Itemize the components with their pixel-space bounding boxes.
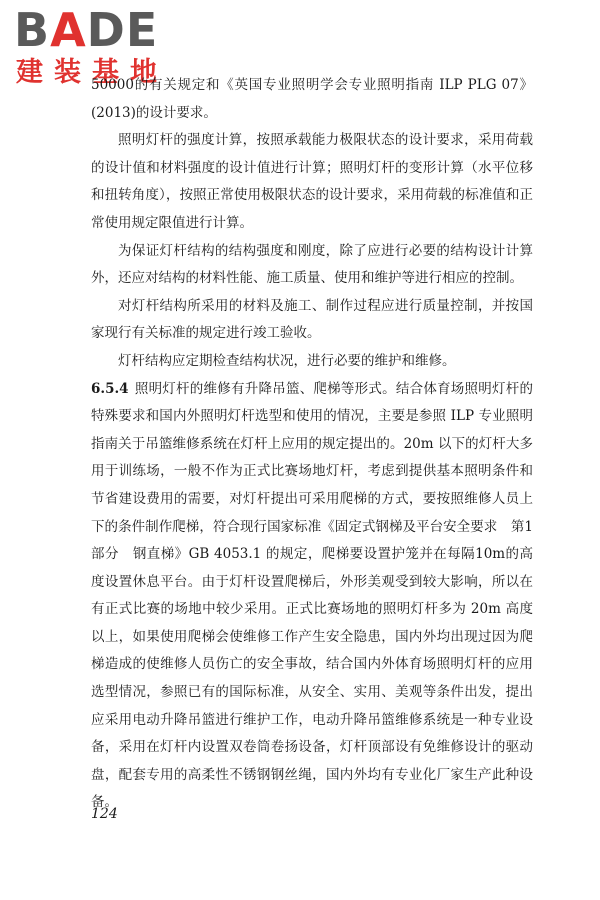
section-paragraph: [91, 376, 533, 818]
paragraph: 对灯杆结构所采用的材料及施工、制作过程应进行质量控制，并按国家现行有关标准的规定进行竣工验收。: [91, 297, 533, 342]
paragraph: 照明灯杆的强度计算，按照承载能力极限状态的设计要求，采用荷载的设计值和材料强度的设计值进行计算；照明灯杆的变形计算（水平位移和扭转角度），按照正常使用极限状态的设计要求，采用荷载的标准值和正常使用规定限值进行计算。: [91, 132, 533, 231]
section-text: 照明灯杆的维修有升降吊篮、爬梯等形式。结合体育场照明灯杆的特殊要求和国内外照明灯杆选型和使用的情况，主要是参照 ILP 专业照明指南关于吊篮维修系统在灯杆上应用的规定提出的。20m 以下的灯杆大多用于训练场，一般不作为正式比赛场地灯杆，考虑到提供基本照明条件和节省建设费用的需要，对灯杆提出可采用爬梯的方式，要按照维修人员上下的条件制作爬梯，符合现行国家标准《固定式钢梯及平台安全要求 第1部分 钢直梯》GB 4053.1 的规定，爬梯要设置护笼并在每隔10m的高度设置休息平台。由于灯杆设置爬梯后，外形美观受到较大影响，所以在有正式比赛的场地中较少采用。正式比赛场地的照明灯杆多为 20m 高度以上，如果使用爬梯会使维修工作产生安全隐患，国内外均出现过因为爬梯造成的使维修人员伤亡的安全事故，结合国内外体育场照明灯杆的应用选型情况，参照已有的国际标准，从安全、实用、美观等条件出发，提出应采用电动升降吊篮进行维护工作，电动升降吊篮维修系统是一种专业设备，采用在灯杆内设置双卷筒卷扬设备，灯杆顶部设有免维修设计的驱动盘，配套专用的高柔性不锈钢钢丝绳，国内外均有专业化厂家生产此种设备。: [91, 380, 533, 811]
paragraph: 为保证灯杆结构的结构强度和刚度，除了应进行必要的结构设计计算外，还应对结构的材料性能、施工质量、使用和维护等进行相应的控制。: [91, 242, 533, 287]
logo-wordmark: BADE: [14, 3, 159, 57]
section-number: 6.5.4: [91, 380, 129, 397]
paragraph: 灯杆结构应定期检查结构状况，进行必要的维护和维修。: [118, 352, 456, 369]
paragraph-continuation: 50000的有关规定和《英国专业照明学会专业照明指南 ILP PLG 07》(2013)的设计要求。: [91, 77, 533, 121]
logo-subtitle: 建装基地: [16, 57, 168, 88]
page-number: 124: [91, 806, 118, 822]
body-text: [91, 72, 533, 817]
